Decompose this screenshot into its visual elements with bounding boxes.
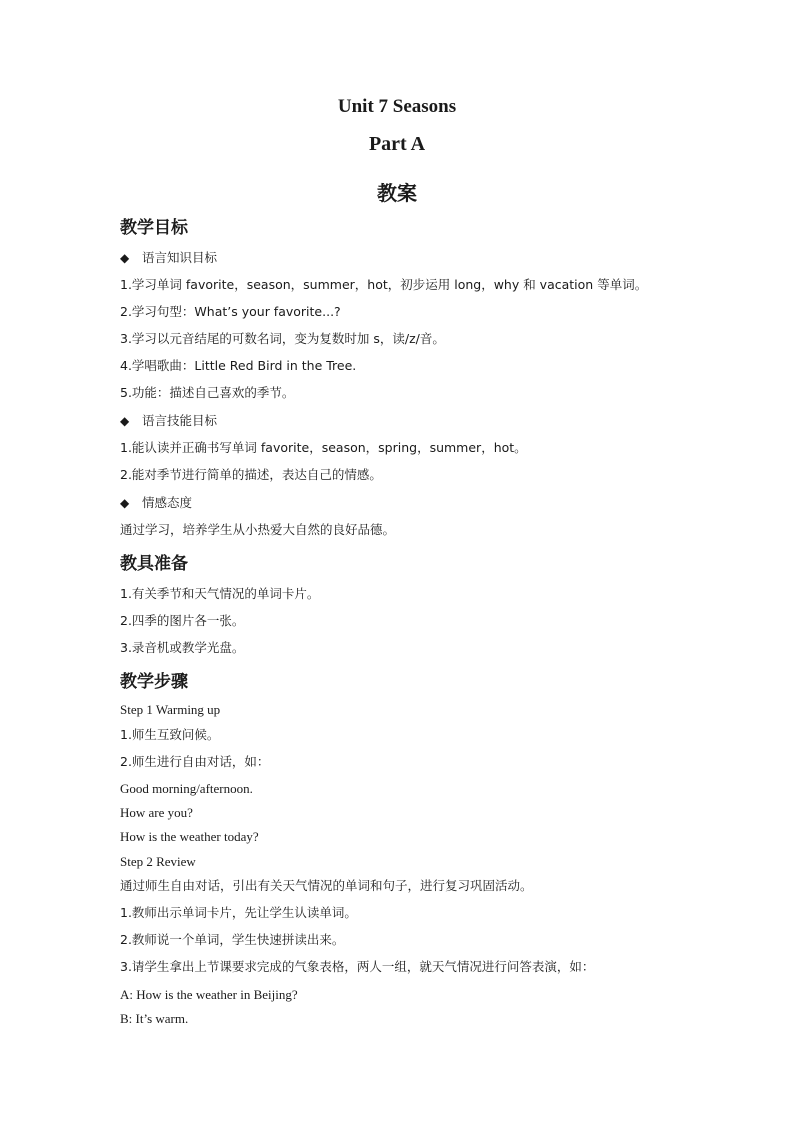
knowledge-item: 3.学习以元音结尾的可数名词，变为复数时加 s，读/z/音。 [120, 331, 445, 346]
steps-line: 2.教师说一个单词，学生快速拼读出来。 [120, 932, 345, 947]
steps-line: Step 1 Warming up [120, 702, 221, 717]
knowledge-item: 4.学唱歌曲：Little Red Bird in the Tree. [120, 358, 357, 373]
skills-item: 2.能对季节进行简单的描述，表达自己的情感。 [120, 467, 382, 482]
diamond-bullet-icon: ◆ [120, 496, 130, 510]
steps-line: 1.师生互致问候。 [120, 727, 220, 742]
knowledge-item: 5.功能：描述自己喜欢的季节。 [120, 385, 295, 400]
steps-line: B: It’s warm. [120, 1011, 189, 1026]
steps-line: 1.教师出示单词卡片，先让学生认读单词。 [120, 905, 357, 920]
skills-label: 语言技能目标 [142, 413, 218, 428]
steps-line: How is the weather today? [120, 829, 259, 844]
knowledge-label-row [120, 250, 217, 266]
attitude-label: 情感态度 [142, 495, 193, 510]
steps-line: How are you? [120, 805, 193, 820]
skills-item: 1.能认读并正确书写单词 favorite，season，spring，summer，hot。 [120, 440, 527, 455]
knowledge-label: 语言知识目标 [142, 250, 218, 265]
skills-label-row [120, 413, 217, 429]
materials-heading: 教具准备 [120, 554, 188, 574]
diamond-bullet-icon: ◆ [120, 251, 130, 265]
materials-item: 2.四季的图片各一张。 [120, 613, 245, 628]
objectives-heading: 教学目标 [120, 218, 188, 238]
steps-line: Step 2 Review [120, 854, 196, 869]
lesson-plan-title: 教案 [377, 181, 417, 205]
knowledge-item: 1.学习单词 favorite，season，summer，hot，初步运用 long，why 和 vacation 等单词。 [120, 277, 648, 292]
materials-item: 3.录音机或教学光盘。 [120, 640, 245, 655]
steps-line: 3.请学生拿出上节课要求完成的气象表格，两人一组，就天气情况进行问答表演，如： [120, 959, 595, 974]
steps-heading: 教学步骤 [120, 672, 188, 692]
attitude-text: 通过学习，培养学生从小热爱大自然的良好品德。 [120, 522, 396, 537]
steps-line: Good morning/afternoon. [120, 781, 253, 796]
part-title: Part A [368, 133, 426, 155]
steps-line: 2.师生进行自由对话，如： [120, 754, 270, 769]
steps-line: 通过师生自由对话，引出有关天气情况的单词和句子，进行复习巩固活动。 [120, 878, 533, 893]
attitude-label-row [120, 495, 192, 511]
steps-line: A: How is the weather in Beijing? [120, 987, 298, 1002]
knowledge-item: 2.学习句型：What’s your favorite...? [120, 304, 341, 319]
materials-item: 1.有关季节和天气情况的单词卡片。 [120, 586, 320, 601]
unit-title: Unit 7 Seasons [337, 96, 457, 117]
diamond-bullet-icon: ◆ [120, 414, 130, 428]
